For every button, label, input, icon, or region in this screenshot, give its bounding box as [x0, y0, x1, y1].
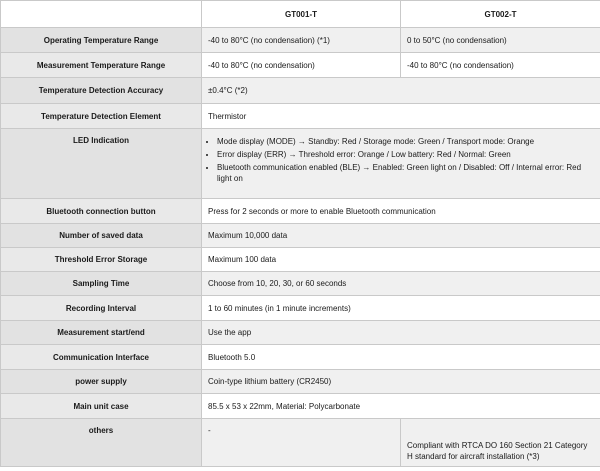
row-label: Measurement start/end — [1, 321, 202, 345]
row-label: LED Indication — [1, 129, 202, 199]
row-label: Operating Temperature Range — [1, 28, 202, 53]
row-label: Temperature Detection Accuracy — [1, 78, 202, 104]
row-communication — [1, 345, 600, 370]
cell-value: Bluetooth 5.0 — [202, 345, 600, 370]
led-list — [208, 136, 594, 184]
row-label: Communication Interface — [1, 345, 202, 370]
row-measurement-temp — [1, 53, 600, 78]
cell-value: Maximum 10,000 data — [202, 224, 600, 248]
cell-gt002: -40 to 80°C (no condensation) — [401, 53, 600, 78]
row-threshold-storage — [1, 248, 600, 272]
row-measurement-start-end — [1, 321, 600, 345]
cell-value: Coin-type lithium battery (CR2450) — [202, 370, 600, 394]
cell-gt001: - — [202, 419, 401, 467]
cell-value: Maximum 100 data — [202, 248, 600, 272]
list-item: • Bluetooth communication enabled (BLE) → Enabled: Green light on / Disabled: Off / Internal error: Red light on — [217, 162, 594, 184]
cell-led-list — [202, 129, 600, 199]
row-label: Measurement Temperature Range — [1, 53, 202, 78]
cell-value: Use the app — [202, 321, 600, 345]
row-label: Number of saved data — [1, 224, 202, 248]
header-row — [1, 1, 600, 28]
cell-value: ±0.4°C (*2) — [202, 78, 600, 104]
row-recording-interval — [1, 296, 600, 321]
row-label: others — [1, 419, 202, 467]
cell-value: Press for 2 seconds or more to enable Bluetooth communication — [202, 199, 600, 224]
row-accuracy — [1, 78, 600, 104]
cell-value: 85.5 x 53 x 22mm, Material: Polycarbonate — [202, 394, 600, 419]
header-blank — [1, 1, 202, 28]
header-gt002: GT002-T — [401, 1, 600, 28]
cell-gt001: -40 to 80°C (no condensation) — [202, 53, 401, 78]
cell-value: Choose from 10, 20, 30, or 60 seconds — [202, 272, 600, 296]
list-item: • Mode display (MODE) → Standby: Red / Storage mode: Green / Transport mode: Orange — [217, 136, 594, 147]
row-led-indication — [1, 129, 600, 199]
row-detection-element — [1, 104, 600, 129]
cell-gt002: 0 to 50°C (no condensation) — [401, 28, 600, 53]
row-label: Main unit case — [1, 394, 202, 419]
row-sampling-time — [1, 272, 600, 296]
row-label: Temperature Detection Element — [1, 104, 202, 129]
row-label: Threshold Error Storage — [1, 248, 202, 272]
cell-value: 1 to 60 minutes (in 1 minute increments) — [202, 296, 600, 321]
row-label: Recording Interval — [1, 296, 202, 321]
row-power-supply — [1, 370, 600, 394]
row-others — [1, 419, 600, 467]
row-operating-temp — [1, 28, 600, 53]
row-label: Bluetooth connection button — [1, 199, 202, 224]
cell-gt002: Compliant with RTCA DO 160 Section 21 Category H standard for aircraft installation (*3) — [401, 419, 600, 467]
list-item: • Error display (ERR) → Threshold error: Orange / Low battery: Red / Normal: Green — [217, 149, 594, 160]
row-saved-data — [1, 224, 600, 248]
row-label: power supply — [1, 370, 202, 394]
header-gt001: GT001-T — [202, 1, 401, 28]
cell-gt001: -40 to 80°C (no condensation) (*1) — [202, 28, 401, 53]
row-bluetooth-button — [1, 199, 600, 224]
row-label: Sampling Time — [1, 272, 202, 296]
row-main-unit-case — [1, 394, 600, 419]
cell-value: Thermistor — [202, 104, 600, 129]
